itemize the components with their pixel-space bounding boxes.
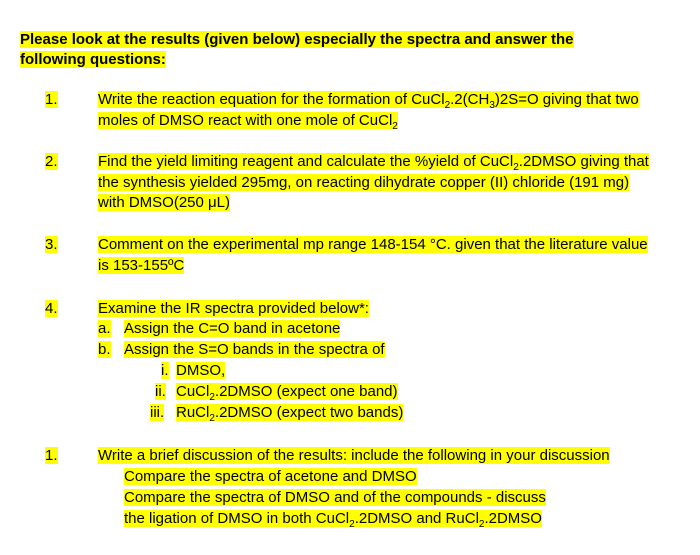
question-1-line-2 (98, 111, 398, 132)
item-ii-sub-2: 2 (209, 392, 215, 403)
item-ii-part-a: CuCl (176, 383, 210, 400)
q1-line1-part-a: Write the reaction equation for the formation of CuCl (98, 91, 445, 108)
instructions-heading (20, 30, 670, 70)
question-3-line-1: Comment on the experimental mp range 148-154 °C. given that the literature value (98, 236, 648, 253)
question-4-text (98, 299, 674, 320)
question-2-line-2: the synthesis yielded 295mg, on reacting dihydrate copper (II) chloride (191 mg) (98, 173, 630, 191)
q1-sub-3: 3 (489, 100, 495, 111)
discussion-line-3: Compare the spectra of DMSO and of the compounds - discuss (124, 489, 546, 506)
question-3-line-2: is 153-155ºC (98, 256, 185, 274)
question-4-item-a-text (124, 319, 340, 340)
question-2-number (45, 152, 58, 172)
item-i-text: DMSO, (176, 362, 226, 379)
item-a-text: Assign the C=O band in acetone (124, 320, 341, 337)
discussion-sub-2b: 2 (478, 519, 485, 530)
q1-line2-sub-2: 2 (392, 120, 398, 132)
question-4-item-iii (150, 403, 164, 424)
item-b-text: Assign the S=O bands in the spectra of (124, 341, 385, 358)
q2-sub-2: 2 (513, 162, 519, 173)
question-3-number-text: 3. (45, 236, 58, 253)
discussion-number-text: 1. (45, 447, 58, 464)
discussion-line-2: Compare the spectra of acetone and DMSO (124, 468, 417, 485)
discussion-line-2-wrap (124, 467, 417, 488)
q1-sub-2: 2 (444, 100, 451, 111)
q1-line2-part-a: moles of DMSO react with one mole of CuCl (98, 111, 393, 129)
discussion-line-1: Write a brief discussion of the results: include the following in your discussion (98, 447, 610, 464)
q1-line1-part-b: .2(CH (450, 91, 490, 108)
item-i-marker: i. (161, 362, 169, 379)
question-1-text (98, 90, 674, 131)
discussion-text (98, 446, 674, 467)
question-4-item-ii-text (176, 382, 398, 403)
question-3-text (98, 235, 674, 276)
question-4-number-text: 4. (45, 300, 58, 317)
question-3-number (45, 235, 58, 255)
item-iii-line (176, 404, 404, 424)
discussion-line-4 (124, 510, 542, 530)
question-1-number (45, 90, 58, 110)
item-b-marker: b. (98, 341, 111, 358)
item-ii-marker: ii. (155, 383, 166, 400)
discussion-line-3-wrap (124, 488, 546, 509)
item-iii-marker: iii. (150, 404, 165, 421)
item-iii-part-b: .2DMSO (expect two bands) (214, 404, 404, 421)
discussion-line4-part-a: the ligation of DMSO in both CuCl (124, 510, 350, 527)
question-2-text (98, 152, 674, 214)
item-ii-line (176, 383, 398, 403)
question-4-item-iii-text (176, 403, 403, 424)
question-4-item-i (161, 361, 169, 382)
question-1-line-1 (98, 91, 639, 111)
instructions-line-1: Please look at the results (given below) especially the spectra and answer the (20, 31, 574, 48)
discussion-number (45, 446, 58, 466)
question-2-number-text: 2. (45, 153, 58, 170)
question-4-line-1: Examine the IR spectra provided below*: (98, 300, 369, 317)
discussion-line4-part-c: .2DMSO (484, 510, 542, 527)
q1-line1-part-c: )2S=O giving that two (494, 91, 639, 108)
question-2-line-1 (98, 153, 649, 173)
discussion-line4-part-b: .2DMSO and RuCl (354, 510, 479, 527)
q2-line1-part-b: .2DMSO giving that (518, 153, 649, 170)
item-iii-sub-2: 2 (209, 413, 215, 424)
item-iii-part-a: RuCl (176, 404, 210, 421)
question-2-line-3: with DMSO(250 μL) (98, 194, 231, 211)
q2-line1-part-a: Find the yield limiting reagent and calculate the %yield of CuCl (98, 153, 514, 170)
question-4-item-b (98, 340, 111, 361)
question-4-item-i-text (176, 361, 225, 382)
question-4-number (45, 299, 58, 319)
instructions-line-2: following questions: (20, 51, 166, 68)
discussion-line-4-wrap (124, 509, 542, 530)
item-a-marker: a. (98, 320, 111, 337)
discussion-sub-2a: 2 (349, 519, 355, 530)
item-ii-part-b: .2DMSO (expect one band) (214, 383, 398, 400)
question-1-number-text: 1. (45, 91, 58, 108)
question-4-item-b-text (124, 340, 385, 361)
question-4-item-ii (155, 382, 166, 403)
question-4-item-a (98, 319, 111, 340)
